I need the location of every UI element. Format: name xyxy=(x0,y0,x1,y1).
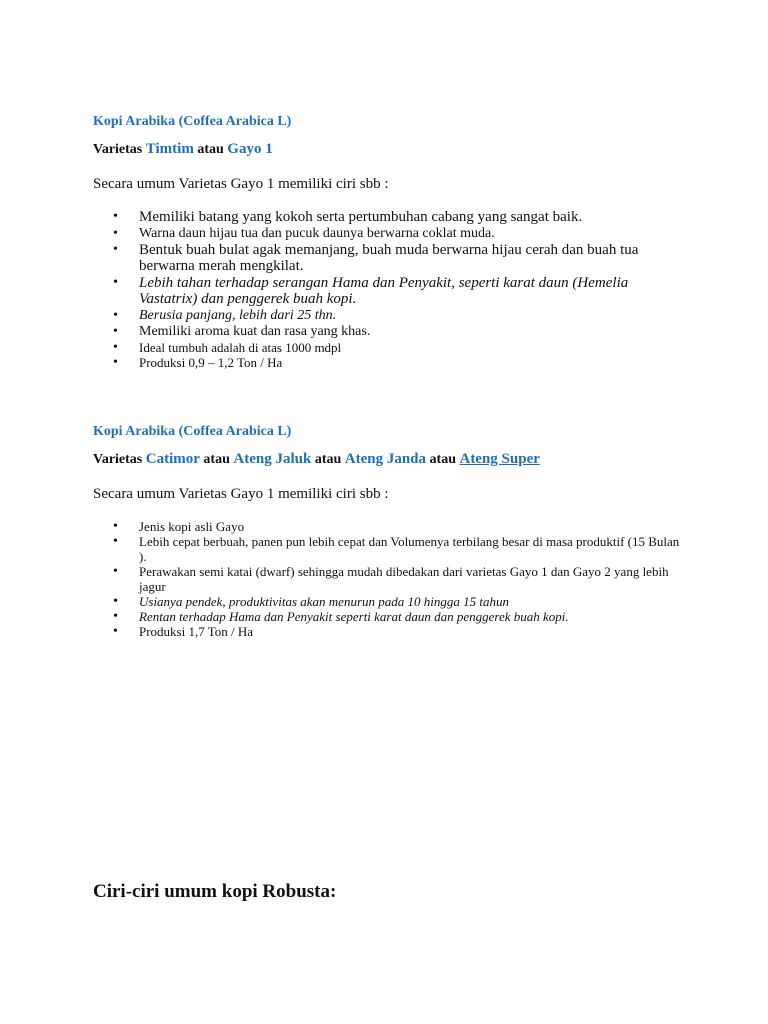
list-item xyxy=(93,324,683,340)
list-item-text: Lebih cepat berbuah, panen pun lebih cepat dan Volumenya terbilang besar di masa produktif (15 Bulan ). xyxy=(139,534,680,564)
list-item xyxy=(93,564,683,594)
list-item-text: Perawakan semi katai (dwarf) sehingga mudah dibedakan dari varietas Gayo 1 dan Gayo 2 yang lebih jagur xyxy=(139,564,669,594)
bullet-icon: • xyxy=(113,323,118,339)
bullet-icon: • xyxy=(113,209,118,224)
bullet-icon: • xyxy=(113,609,118,624)
connector-word: atau xyxy=(197,142,224,157)
bullet-icon: • xyxy=(113,534,118,549)
list-item-text: Lebih tahan terhadap serangan Hama dan Penyakit, seperti karat daun (Hemelia Vastatrix) dan penggerek buah kopi. xyxy=(139,274,629,307)
list-item xyxy=(93,609,683,624)
connector-word: atau xyxy=(429,452,456,467)
list-item-text: Bentuk buah bulat agak memanjang, buah muda berwarna hijau cerah dan buah tua berwarna merah mengkilat. xyxy=(139,241,639,274)
connector-word: atau xyxy=(203,452,230,467)
variety-name-gayo-1: Gayo 1 xyxy=(227,141,273,157)
section2-varietas-line xyxy=(93,451,540,468)
list-item xyxy=(93,534,683,564)
list-item-text: Produksi 1,7 Ton / Ha xyxy=(139,624,254,639)
list-item-text: Memiliki batang yang kokoh serta pertumbuhan cabang yang sangat baik. xyxy=(139,209,583,225)
varietas-prefix: Varietas xyxy=(93,452,143,467)
section1-title: Kopi Arabika (Coffea Arabica L) xyxy=(93,114,292,129)
list-item-text: Memiliki aroma kuat dan rasa yang khas. xyxy=(139,323,371,339)
list-item xyxy=(93,355,683,370)
section1-intro: Secara umum Varietas Gayo 1 memiliki ciri sbb : xyxy=(93,176,389,192)
connector-word: atau xyxy=(314,452,342,467)
bullet-icon: • xyxy=(113,241,118,257)
bullet-icon: • xyxy=(113,624,118,639)
list-item xyxy=(93,519,683,534)
list-item-text: Berusia panjang, lebih dari 25 thn. xyxy=(139,307,337,323)
list-item-text: Warna daun hijau tua dan pucuk daunya berwarna coklat muda. xyxy=(139,225,495,241)
bullet-icon: • xyxy=(113,594,118,609)
list-item xyxy=(93,340,683,355)
bullet-icon: • xyxy=(113,274,118,290)
section2-title: Kopi Arabika (Coffea Arabica L) xyxy=(93,424,292,439)
bullet-icon: • xyxy=(113,564,118,579)
variety-name-ateng-janda: Ateng Janda xyxy=(344,451,427,467)
list-item-text: Jenis kopi asli Gayo xyxy=(139,519,245,534)
list-item-text: Produksi 0,9 – 1,2 Ton / Ha xyxy=(139,354,283,370)
bullet-icon: • xyxy=(113,307,118,323)
robusta-heading: Ciri-ciri umum kopi Robusta: xyxy=(93,881,337,902)
list-item-text: Rentan terhadap Hama dan Penyakit seperti karat daun dan penggerek buah kopi. xyxy=(139,609,569,624)
variety-link-ateng-super[interactable]: Ateng Super xyxy=(459,451,540,467)
list-item xyxy=(93,226,683,242)
list-item-text: Usianya pendek, produktivitas akan menurun pada 10 hingga 15 tahun xyxy=(139,594,509,609)
bullet-icon: • xyxy=(113,519,118,534)
varietas-prefix: Varietas xyxy=(93,142,143,157)
section1-bullet-list xyxy=(93,209,683,370)
variety-name-catimor: Catimor xyxy=(145,451,200,467)
list-item xyxy=(93,308,683,324)
list-item xyxy=(93,275,683,308)
list-item xyxy=(93,209,683,226)
bullet-icon: • xyxy=(113,339,118,355)
list-item-text: Ideal tumbuh adalah di atas 1000 mdpl xyxy=(139,339,342,355)
bullet-icon: • xyxy=(113,225,118,241)
list-item xyxy=(93,242,683,275)
section2-intro: Secara umum Varietas Gayo 1 memiliki ciri sbb : xyxy=(93,486,389,502)
list-item xyxy=(93,624,683,639)
list-item xyxy=(93,594,683,609)
section1-varietas-line xyxy=(93,141,273,158)
variety-name-timtim: Timtim xyxy=(145,141,194,157)
section2-bullet-list xyxy=(93,519,683,639)
bullet-icon: • xyxy=(113,354,118,370)
variety-name-ateng-jaluk: Ateng Jaluk xyxy=(233,451,312,467)
